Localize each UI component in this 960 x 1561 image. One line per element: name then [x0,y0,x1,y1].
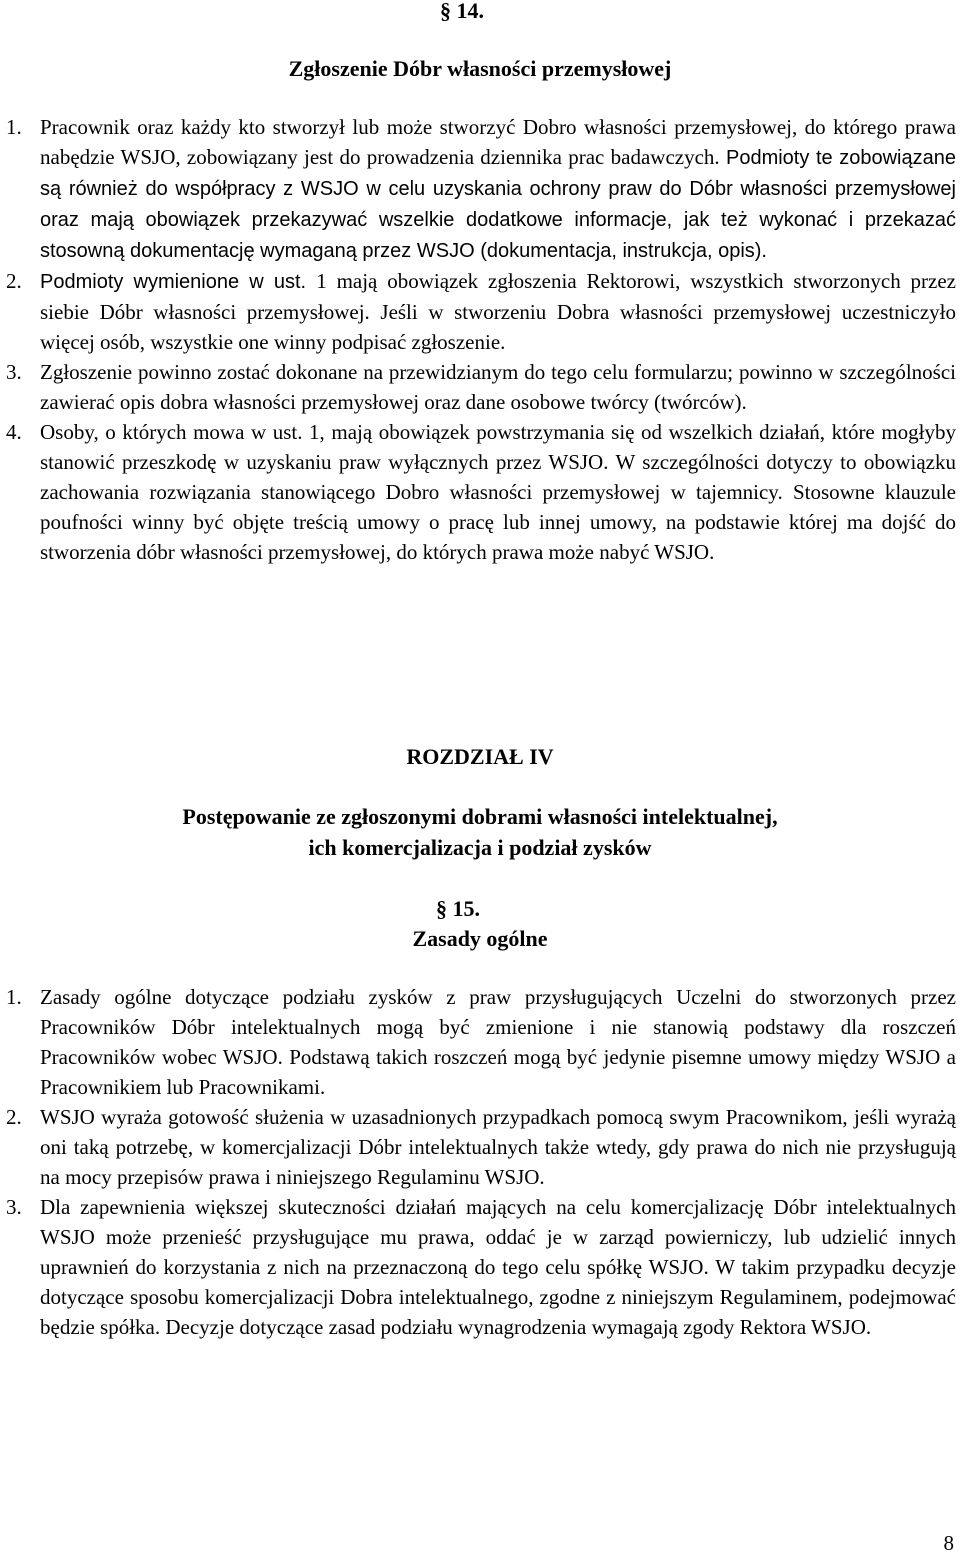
section-15-number: § 15. [436,894,496,924]
chapter-title-line-1: Postępowanie ze zgłoszonymi dobrami własności intelektualnej, [182,804,778,829]
item-text [40,266,956,357]
item-text: WSJO wyraża gotowość służenia w uzasadnionych przypadkach pomocą swym Pracownikom, jeśli wyrażą oni taką potrzebę, w komercjalizacji Dóbr intelektualnych także wtedy, gdy prawa do nich nie przysługują na mocy przepisów prawa i niniejszego Regulaminu WSJO. [40,1105,956,1189]
list-item [0,1102,960,1192]
item-text-part: Pracownik oraz każdy kto stworzył lub może stworzyć Dobro własności przemysłowej, do którego prawa nabędzie WSJO, zobowiązany jest do prowadzenia dziennika prac badawczych. [40,115,956,169]
section-14-number: § 14. [440,0,500,26]
list-item [0,112,960,266]
chapter-label: ROZDZIAŁ IV [406,744,554,769]
item-text [40,357,956,417]
section-14-title: Zgłoszenie Dóbr własności przemysłowej [288,56,672,81]
item-number: 4. [6,420,22,444]
item-number: 3. [6,1195,22,1219]
page-number: 8 [943,1531,954,1555]
item-number: 1. [6,115,22,139]
list-item [0,357,960,417]
item-number: 3. [6,360,22,384]
section-14-list [0,112,960,567]
item-text: Dla zapewnienia większej skuteczności działań mających na celu komercjalizację Dóbr intelektualnych WSJO może przenieść przysługujące mu prawa, oddać je w zarząd powierniczy, lub udzielić innych uprawnień do korzystania z nich na przeznaczoną do tego celu spółkę WSJO. W takim przypadku decyzje dotyczące sposobu komercjalizacji Dobra intelektualnego, zgodne z niniejszym Regulaminem, podejmować będzie spółka. Decyzje dotyczące zasad podziału wynagrodzenia wymagają zgody Rektora WSJO. [40,1195,956,1339]
section-15-title: Zasady ogólne [412,926,548,951]
list-item [0,417,960,567]
item-number: 2. [6,1105,22,1129]
item-text-part: 1 mają obowiązek zgłoszenia Rektorowi, wszystkich stworzonych przez siebie Dóbr własności przemysłowej. Jeśli w stworzeniu Dobra własności przemysłowej uczestniczyło więcej osób, wszystkie one winny podpisać zgłoszenie. [40,269,956,354]
item-number: 2. [6,269,22,293]
item-text-part: Zgłoszenie powinno zostać dokonane na przewidzianym do tego celu formularzu; powinno w szczególności zawierać opis dobra własności przemysłowej oraz dane osobowe twórcy (twórców). [40,360,956,414]
list-item [0,266,960,357]
item-number: 1. [6,985,22,1009]
item-text: Zasady ogólne dotyczące podziału zysków z praw przysługujących Uczelni do stworzonych przez Pracowników Dóbr intelektualnych mogą być zmienione i nie stanowią podstawy dla roszczeń Pracowników wobec WSJO. Podstawą takich roszczeń mogą być jedynie pisemne umowy między WSJO a Pracownikiem lub Pracownikami. [40,985,956,1099]
item-text-part: Osoby, o których mowa w ust. 1, mają obowiązek powstrzymania się od wszelkich działań, które mogłyby stanowić przeszkodę w uzyskaniu praw wyłącznych przez WSJO. W szczególności dotyczy to obowiązku zachowania rozwiązania stanowiącego Dobro własności przemysłowej w tajemnicy. Stosowne klauzule poufności winny być objęte treścią umowy o pracę lub innej umowy, na podstawie której ma dojść do stworzenia dóbr własności przemysłowej, do których prawa może nabyć WSJO. [40,420,956,564]
item-text-part: Podmioty wymienione w ust. [40,271,317,293]
item-text [40,112,956,266]
list-item [0,982,960,1102]
chapter-title-line-2: ich komercjalizacja i podział zysków [308,835,652,860]
list-item [0,1192,960,1342]
item-text-part: Podmioty te zobowiązane są również do współpracy z WSJO w celu uzyskania ochrony praw do Dóbr własności przemysłowej oraz mają obowiązek przekazywać wszelkie dodatkowe informacje, jak też wykonać i przekazać stosowną dokumentację wymaganą przez WSJO (dokumentacja, instrukcja, opis). [40,147,956,262]
item-text [40,417,956,567]
section-15-list [0,982,960,1342]
